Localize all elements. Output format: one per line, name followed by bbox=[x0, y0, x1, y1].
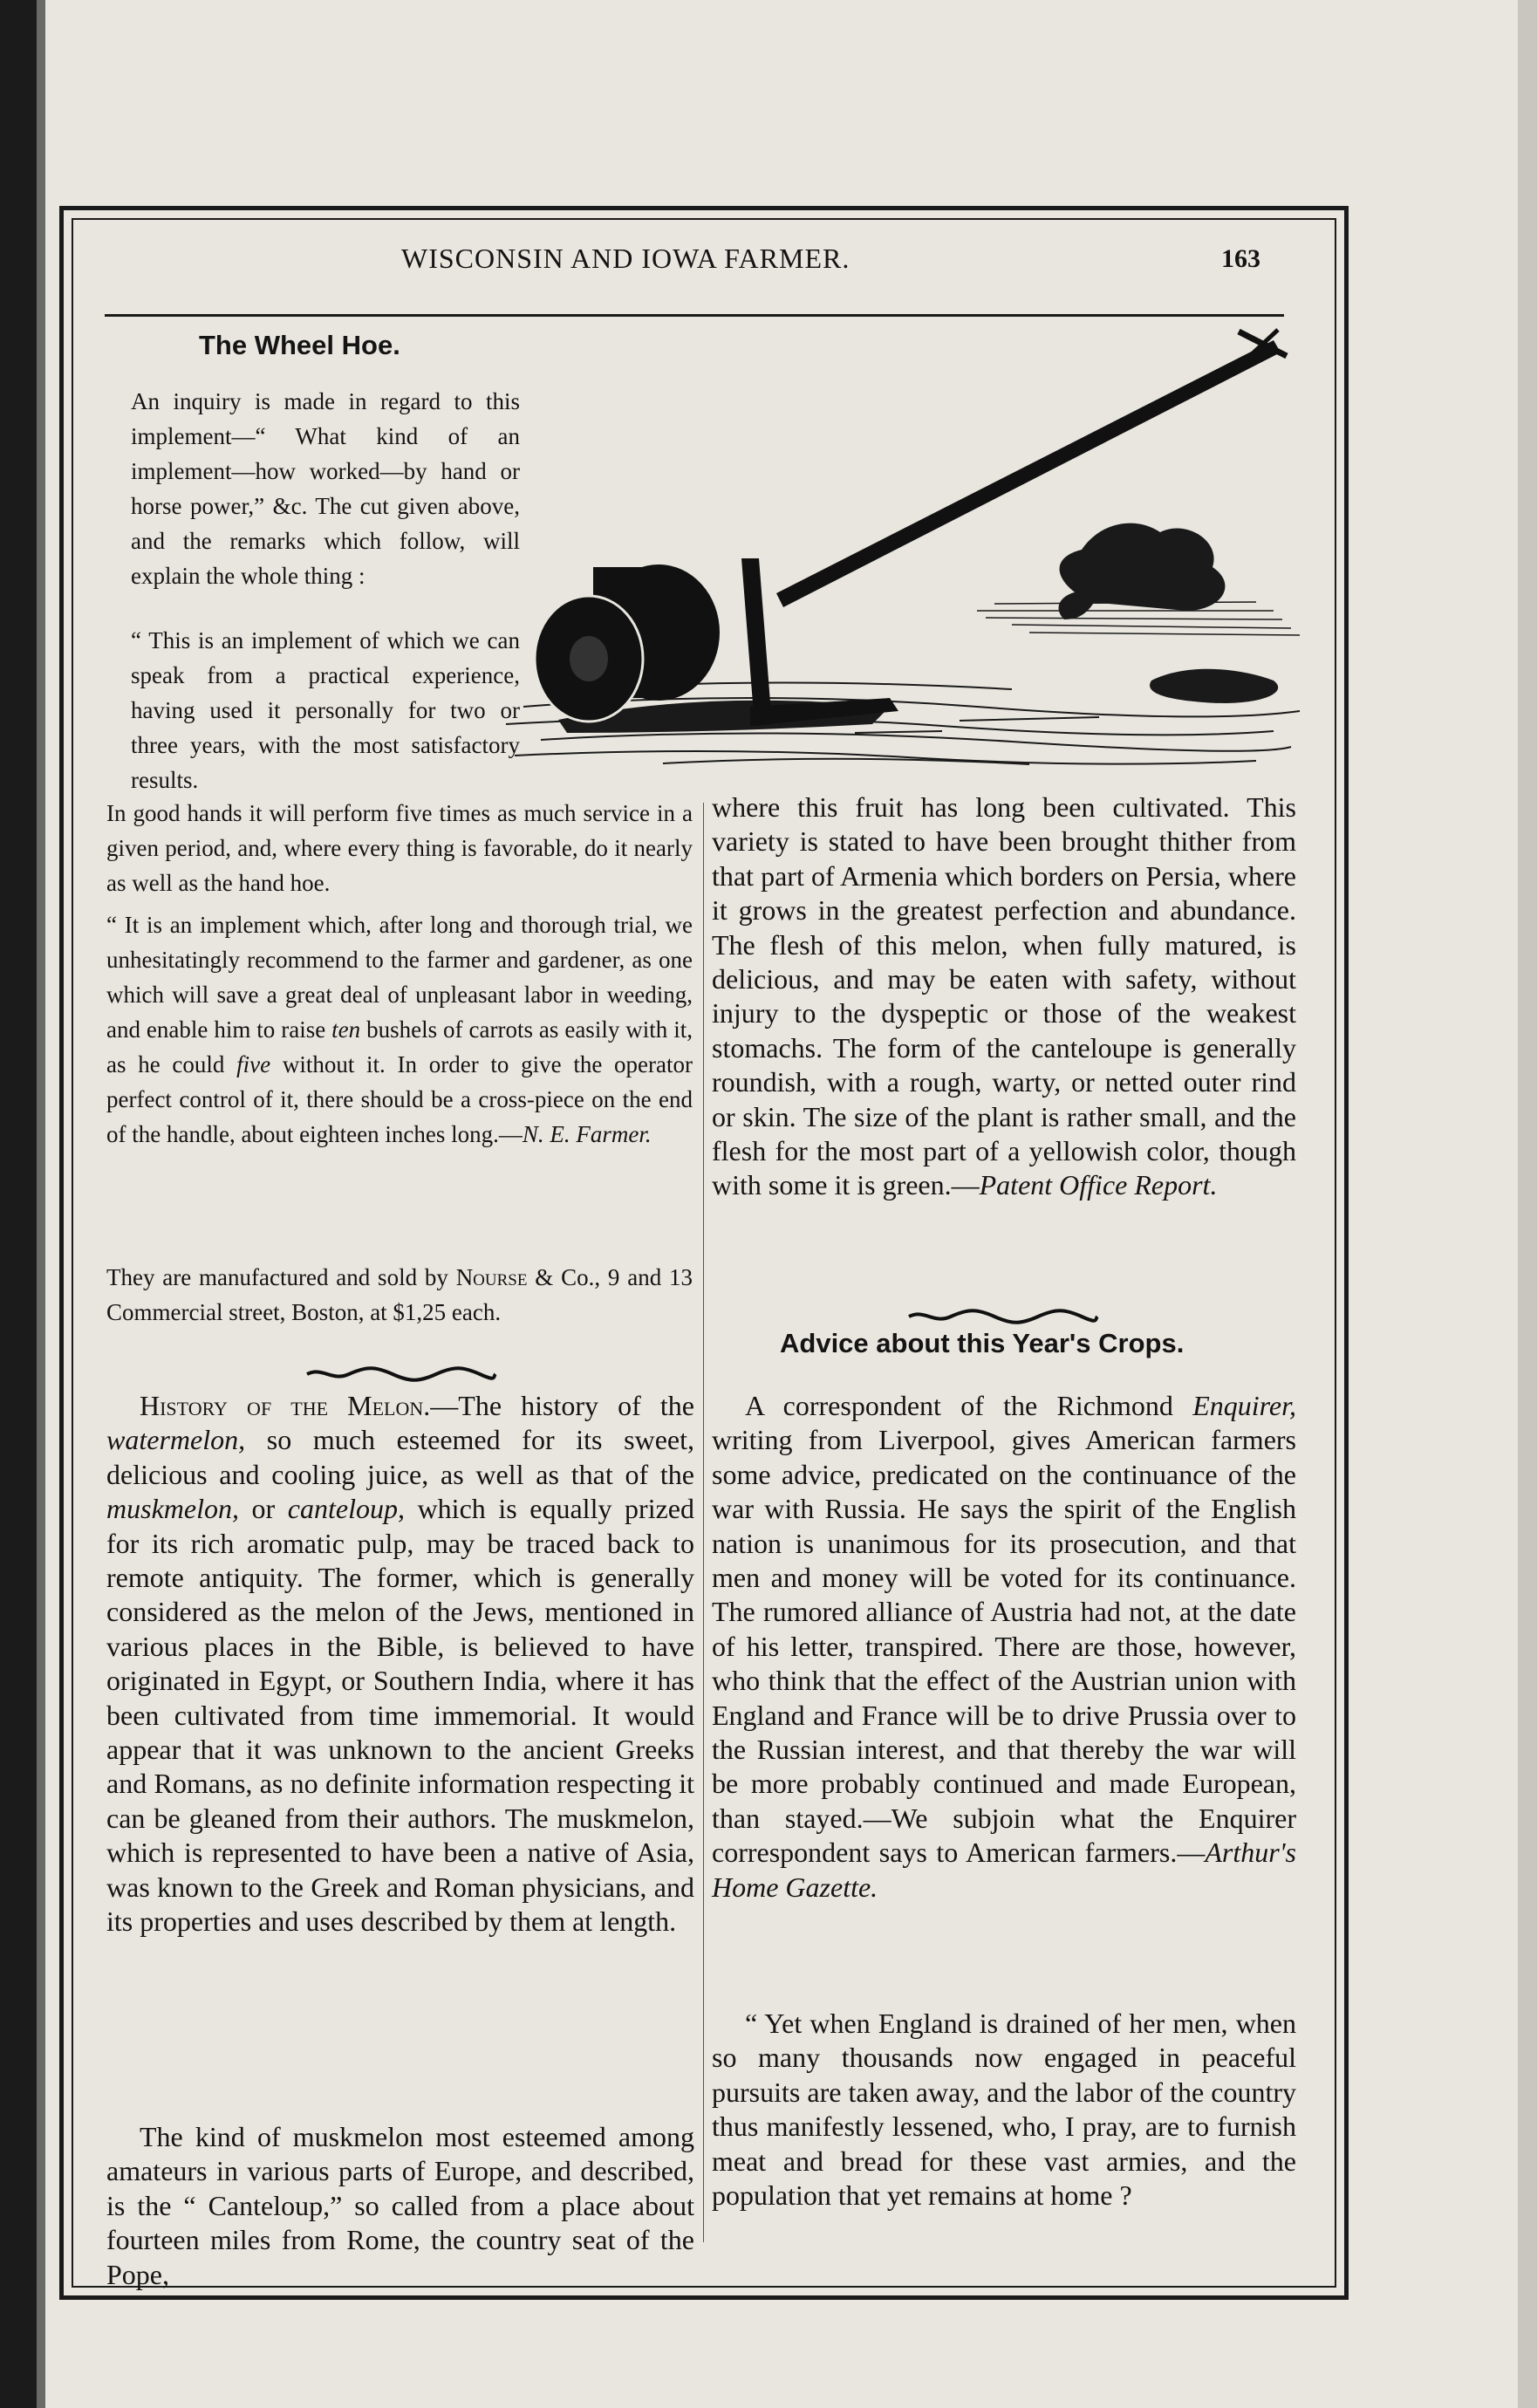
wheel-hoe-paragraph-2-cont bbox=[106, 796, 693, 900]
wheel-hoe-p2-text: “ This is an implement of which we can speak from a practical experience, having used it personally for two or three years, with the most satisfactory results. bbox=[131, 627, 520, 793]
melon-p1-watermelon: watermelon, bbox=[106, 1424, 246, 1456]
melon-source: Patent Office Report. bbox=[979, 1169, 1218, 1201]
column-rule bbox=[703, 803, 704, 2242]
melon-p1-text-c: or bbox=[238, 1493, 288, 1525]
crops-p1-paper: Enquirer, bbox=[1192, 1390, 1296, 1421]
wheel-hoe-p3-ten: ten bbox=[331, 1016, 361, 1043]
crops-paragraph-2 bbox=[712, 2007, 1296, 2213]
melon-p2-text-left: The kind of muskmelon most esteemed among amateurs in various parts of Europe, and described, is the “ Canteloup,” so called from a place about fourteen miles from Rome, the country seat of the Pope, bbox=[106, 2121, 694, 2290]
wheel-hoe-p3-text-b: bushels of carrots as easily with it, as he could bbox=[106, 1016, 693, 1077]
melon-p1-text-a: —The history of the bbox=[430, 1390, 694, 1421]
wheel-hoe-maker: Nourse bbox=[455, 1264, 528, 1290]
wheel-hoe-p4-text-b: & Co., 9 and 13 Commercial street, Boston, at $1,25 each. bbox=[106, 1264, 693, 1325]
shrub-right bbox=[1150, 669, 1278, 703]
wheel-hoe-p2-cont-text: In good hands it will perform five times as much service in a given period, and, where every thing is favorable, do it nearly as well as the hand hoe. bbox=[106, 800, 693, 896]
page-right-margin bbox=[1518, 0, 1537, 2408]
wheel-hoe-paragraph-2 bbox=[131, 623, 520, 797]
crops-p1-text-a: A correspondent of the Richmond bbox=[745, 1390, 1193, 1421]
melon-paragraph-1 bbox=[106, 1389, 694, 1939]
crops-p2-text: “ Yet when England is drained of her men, when so many thousands now engaged in peaceful pursuits are taken away, and the labor of the country thus manifestly lessened, who, I pray, are to furnish meat and bread for these vast armies, and the population that yet remains at home ? bbox=[712, 2008, 1296, 2212]
melon-run-in-title: History of the Melon. bbox=[140, 1390, 431, 1421]
crops-paragraph-1 bbox=[712, 1389, 1296, 1905]
header-rule bbox=[105, 314, 1284, 317]
wheel-hoe-p3-five: five bbox=[236, 1051, 271, 1077]
wheel-hoe-paragraph-3 bbox=[106, 907, 693, 1152]
melon-p1-text-b: so much esteemed for its sweet, delicious and cooling juice, as well as that of the bbox=[106, 1424, 694, 1490]
melon-paragraph-2-cont bbox=[712, 790, 1296, 1203]
crops-p1-text-b: writing from Liverpool, gives American farmers some advice, predicated on the continuance of the war with Russia. He says the spirit of the English nation is unanimous for its prosecution, and that men and money will be voted for its continuance. The rumored alliance of Austria had not, at the date of his letter, transpired. There are those, however, who think that the effect of the Austrian union with England and France will be to drive Prussia over to the Russian interest, and that thereby the war will be more probably continued and made European, than stayed.—We subjoin what the Enquirer correspondent says to American farmers.— bbox=[712, 1424, 1296, 1869]
wheel-hoe-p4-text-a: They are manufactured and sold by bbox=[106, 1264, 456, 1290]
melon-paragraph-2 bbox=[106, 2120, 694, 2292]
section-divider-swirl-left bbox=[305, 1366, 497, 1382]
horizon-hatching bbox=[977, 602, 1300, 635]
melon-p1-text-d: which is equally prized for its rich aromatic pulp, may be traced back to remote antiquity. The former, which is generally considered as the melon of the Jews, mentioned in various places in the Bible, is believed to have originated in Egypt, or Southern India, where it has been cultivated from time immemorial. It would appear that it was unknown to the ancient Greeks and Romans, as no definite information respecting it can be gleaned from their authors. The muskmelon, which is represented to have been a native of Asia, was known to the Greek and Roman physicians, and its properties and uses described by them at length. bbox=[106, 1493, 695, 1938]
section-divider-swirl-right bbox=[907, 1309, 1099, 1324]
wheel-hoe-source: N. E. Farmer. bbox=[522, 1121, 652, 1147]
wheel-hoe-p1-text: An inquiry is made in regard to this implement—“ What kind of an implement—how worked—by hand or horse power,” &c. The cut given above, and the remarks which follow, will explain the whole thing : bbox=[131, 388, 520, 589]
hoe-roller-hub bbox=[570, 636, 608, 681]
wheel-hoe-paragraph-4 bbox=[106, 1260, 693, 1330]
wheel-hoe-p3-text-a: “ It is an implement which, after long and thorough trial, we unhesitatingly recommend to the farmer and gardener, as one which will save a great deal of unpleasant labor in weeding, and enable him to raise bbox=[106, 912, 693, 1043]
melon-p1-muskmelon: muskmelon, bbox=[106, 1493, 239, 1525]
page-number: 163 bbox=[1221, 244, 1260, 273]
article-title-crops: Advice about this Year's Crops. bbox=[780, 1328, 1185, 1358]
melon-p1-canteloup: canteloup, bbox=[287, 1493, 405, 1525]
wheel-hoe-paragraph-1 bbox=[131, 384, 520, 593]
page-binding-edge bbox=[37, 0, 45, 2408]
crops-source: Arthur's Home Gazette. bbox=[712, 1837, 1296, 1903]
shrub-left bbox=[1059, 523, 1226, 619]
page-binding-shadow bbox=[0, 0, 37, 2408]
running-title: WISCONSIN AND IOWA FARMER. bbox=[401, 243, 850, 274]
wheel-hoe-illustration bbox=[488, 323, 1308, 776]
melon-p2-text-right: where this fruit has long been cultivated. This variety is stated to have been brought thither from that part of Armenia which borders on Persia, where it grows in the greatest perfection and abundance. The flesh of this melon, when fully matured, is delicious, and may be eaten with safety, without injury to the dyspeptic or those of the weakest stomachs. The form of the canteloupe is generally roundish, with a rough, warty, or netted outer rind or skin. The size of the plant is rather small, and the flesh for the most part of a yellowish color, though with some it is green.— bbox=[712, 791, 1296, 1201]
wheel-hoe-p3-text-c: without it. In order to give the operator perfect control of it, there should be a cross-piece on the end of the handle, about eighteen inches long.— bbox=[106, 1051, 693, 1147]
article-title-wheel-hoe: The Wheel Hoe. bbox=[199, 330, 400, 360]
